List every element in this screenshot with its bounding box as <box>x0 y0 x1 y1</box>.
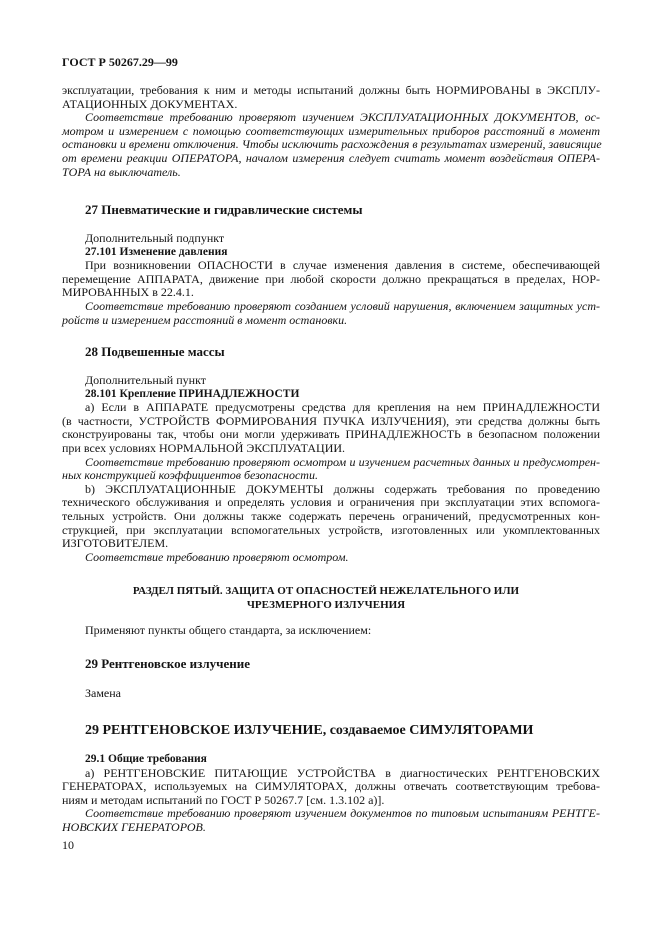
clause-text-line: ИЗГОТОВИТЕЛЕМ. <box>62 536 169 551</box>
clause-text-line: эксплуатации, требования к ним и методы испытаний должны быть НОРМИРОВАНЫ в ЭКСПЛУ- <box>62 83 600 97</box>
clause-text-line: ниям и методам испытаний по ГОСТ Р 50267.7 [см. 1.3.102 а)]. <box>62 792 385 807</box>
clause-text-line: (в частности, УСТРОЙСТВ ФОРМИРОВАНИЯ ПУЧКА ИЗЛУЧЕНИЯ), эти средства должны быть <box>62 413 600 428</box>
compliance-note-line: мотром и измерением с помощью соответствующих измерительных приборов расстояний в момент <box>62 123 600 138</box>
replacement-note: Замена <box>85 686 122 700</box>
part-title-line: РАЗДЕЛ ПЯТЫЙ. ЗАЩИТА ОТ ОПАСНОСТЕЙ НЕЖЕЛАТЕЛЬНОГО ИЛИ <box>132 585 520 597</box>
page-number: 10 <box>62 838 74 852</box>
compliance-note-line: ройств и измерением расстояний в момент остановки. <box>62 312 348 327</box>
running-header <box>62 55 600 69</box>
compliance-note-line: НОВСКИХ ГЕНЕРАТОРОВ. <box>62 819 206 834</box>
section-28-heading-block <box>62 344 600 360</box>
clause-text-line: сконструированы так, чтобы они могли удерживать ПРИНАДЛЕЖНОСТЬ в безопасном положении <box>62 427 600 442</box>
clause-text-line: струкцией, при эксплуатации вспомогательных устройств, изготовленных или укомплектованных <box>62 522 600 537</box>
clause-text-line: При возникновении ОПАСНОСТИ в случае изменения давления в системе, обеспечивающей <box>85 258 600 273</box>
section-heading: 28 Подвешенные массы <box>85 344 225 359</box>
clause-text-line: а) Если в АППАРАТЕ предусмотрены средства для крепления на нем ПРИНАДЛЕЖНОСТИ <box>85 400 600 415</box>
compliance-note-line: Соответствие требованию проверяют созданием условий нарушения, включением защитных уст- <box>85 298 600 313</box>
compliance-note-line: Соответствие требованию проверяют осмотром и изучением расчетных данных и предусмотрен- <box>85 454 600 469</box>
section-29-heading-block <box>62 656 600 672</box>
clause-text-line: а) РЕНТГЕНОВСКИЕ ПИТАЮЩИЕ УСТРОЙСТВА в диагностических РЕНТГЕНОВСКИХ <box>85 765 600 780</box>
section-heading: 29 Рентгеновское излучение <box>85 656 250 671</box>
replacement-note-block <box>62 687 600 701</box>
clause-text-line: b) ЭКСПЛУАТАЦИОННЫЕ ДОКУМЕНТЫ должны содержать требования по проведению <box>85 481 600 496</box>
section-27-body <box>62 232 600 327</box>
clause-text-line: ГЕНЕРАТОРАХ, используемых на СИМУЛЯТОРАХ, должны отвечать соответствующим требова- <box>62 779 600 794</box>
clause-text-line: МИРОВАННЫХ в 22.4.1. <box>62 285 194 300</box>
compliance-note-line: ТОРА на выключатель. <box>62 164 181 179</box>
clause-text-line: АТАЦИОННЫХ ДОКУМЕНТАХ. <box>62 96 238 111</box>
section-27-heading-block <box>62 202 600 218</box>
amendment-note: Дополнительный пункт <box>85 373 206 387</box>
section-28-body <box>62 374 600 564</box>
continued-clause <box>62 84 600 179</box>
compliance-note-line: Соответствие требованию проверяют изучением документов по типовым испытаниям РЕНТГЕ- <box>85 806 600 821</box>
clause-heading: 29.1 Общие требования <box>85 753 207 765</box>
replacement-heading-block <box>62 722 600 740</box>
replacement-heading: 29 РЕНТГЕНОВСКОЕ ИЗЛУЧЕНИЕ, создаваемое СИМУЛЯТОРАМИ <box>85 723 534 738</box>
compliance-note-line: от времени реакции ОПЕРАТОРА, началом измерения следует считать момент воздействия ОПЕРА- <box>62 150 600 165</box>
part-intro: Применяют пункты общего стандарта, за исключением: <box>85 623 372 637</box>
clause-heading: 27.101 Изменение давления <box>85 245 228 258</box>
clause-text-line: технического обслуживания и определять условия и ограничения при эксплуатации этих вспомога- <box>62 495 600 510</box>
part-title-line: ЧРЕЗМЕРНОГО ИЗЛУЧЕНИЯ <box>246 599 406 611</box>
compliance-note-line: остановки и времени отключения. Чтобы исключить расхождения в результатах измерений, зависящие <box>62 137 602 152</box>
page-footer <box>62 839 600 853</box>
compliance-note-line: ных конструкцией коэффициентов безопасности. <box>62 468 318 483</box>
amendment-note: Дополнительный подпункт <box>85 231 225 245</box>
clause-heading: 28.101 Крепление ПРИНАДЛЕЖНОСТИ <box>85 387 300 400</box>
compliance-note-line: Соответствие требованию проверяют изучением ЭКСПЛУАТАЦИОННЫХ ДОКУМЕНТОВ, ос- <box>85 110 600 125</box>
compliance-note-line: Соответствие требованию проверяют осмотром. <box>85 549 349 564</box>
section-29-body <box>62 753 600 835</box>
part-intro-block <box>62 624 600 638</box>
clause-text-line: перемещение АППАРАТА, движение при любой скорости должно прекращаться в пределах, НОР- <box>62 271 600 286</box>
clause-text-line: при всех условиях НОРМАЛЬНОЙ ЭКСПЛУАТАЦИИ. <box>62 440 346 455</box>
clause-text-line: тельных устройств. Они должны также содержать перечень ограничений, предусмотренных кон- <box>62 508 600 523</box>
section-heading: 27 Пневматические и гидравлические системы <box>85 202 363 217</box>
part-title <box>57 584 595 612</box>
standard-code: ГОСТ Р 50267.29—99 <box>62 55 178 69</box>
